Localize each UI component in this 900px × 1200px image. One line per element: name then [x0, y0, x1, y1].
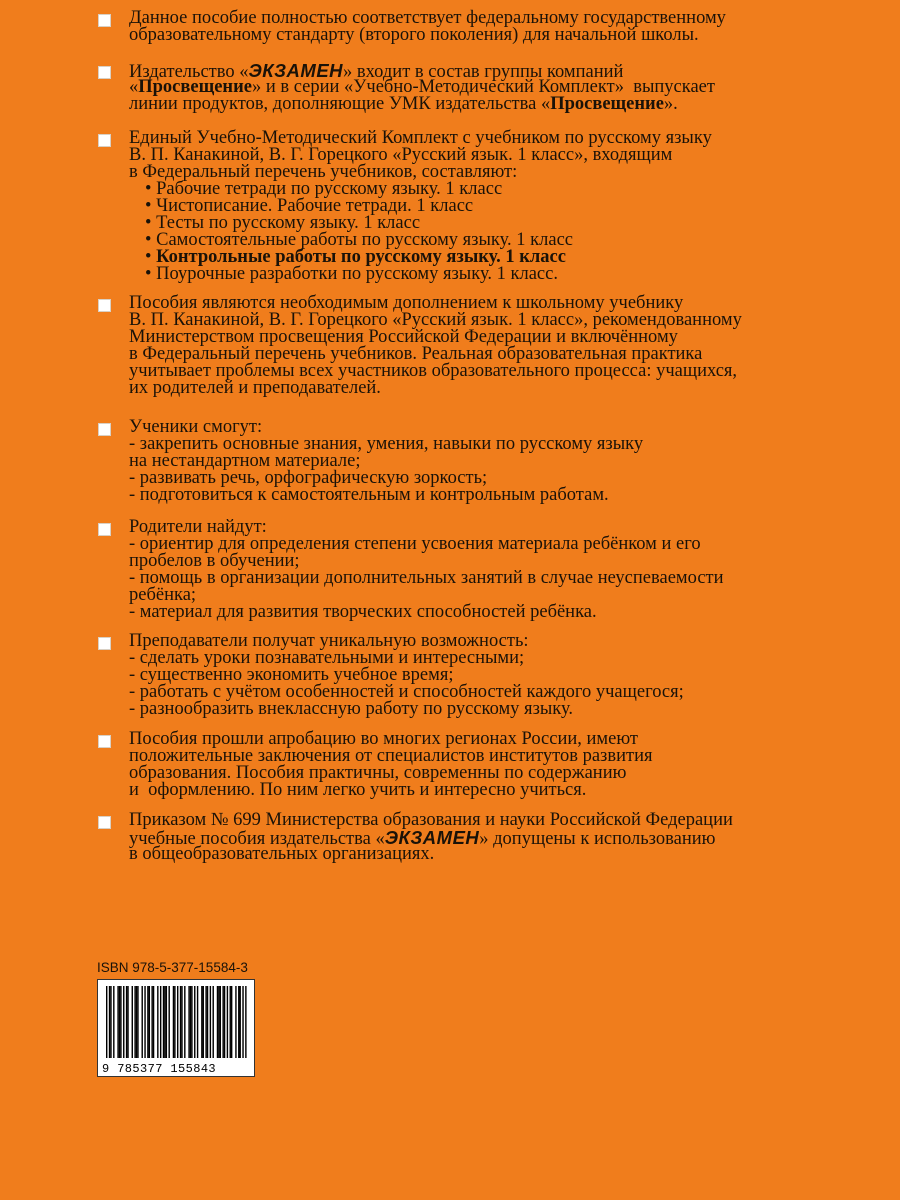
barcode: [97, 979, 255, 1077]
text-segment: Пособия являются необходимым дополнением к школьному учебнику: [129, 293, 684, 313]
text-segment: ».: [663, 94, 678, 114]
text-line: [129, 604, 724, 621]
barcode-digits: 9 785377 155843: [102, 1062, 217, 1076]
publisher-name: ЭКЗАМЕН: [384, 827, 480, 848]
square-bullet-icon: [98, 14, 111, 27]
text-segment: В. П. Канакиной, В. Г. Горецкого «Русский язык. 1 класс», входящим: [129, 145, 673, 165]
text-segment: образования. Пособия практичны, современны по содержанию: [129, 763, 627, 783]
text-segment: учитывает проблемы всех участников образовательного процесса: учащихся,: [129, 361, 738, 381]
section-text: [129, 633, 684, 718]
square-bullet-icon: [98, 299, 111, 312]
text-segment: и оформлению. По ним легко учить и интересно учиться.: [129, 780, 587, 800]
text-segment: В. П. Канакиной, В. Г. Горецкого «Русский язык. 1 класс», рекомендованному: [129, 310, 742, 330]
section-text: [129, 130, 712, 283]
text-segment: Приказом № 699 Министерства образования и науки Российской Федерации: [129, 810, 733, 830]
section-text: [129, 731, 653, 799]
text-segment: Издательство «: [129, 62, 249, 82]
barcode-bars: [98, 980, 254, 1060]
publisher-name: ЭКЗАМЕН: [248, 60, 344, 81]
text-segment: в Федеральный перечень учебников, составляют:: [129, 162, 518, 182]
text-segment: • Чистописание. Рабочие тетради. 1 класс: [145, 196, 474, 216]
text-line: [129, 782, 653, 799]
text-segment: - закрепить основные знания, умения, навыки по русскому языку: [129, 434, 644, 454]
text-line: [129, 266, 712, 283]
text-segment: Министерством просвещения Российской Федерации и включённому: [129, 327, 678, 347]
square-bullet-icon: [98, 423, 111, 436]
text-segment: • Поурочные разработки по русскому языку. 1 класс.: [145, 264, 558, 284]
section-text: [129, 62, 715, 113]
text-segment: - подготовиться к самостоятельным и контрольным работам.: [129, 485, 609, 505]
text-segment: - помощь в организации дополнительных занятий в случае неуспеваемости: [129, 568, 724, 588]
text-segment: их родителей и преподавателей.: [129, 378, 381, 398]
section-text: [129, 812, 733, 863]
square-bullet-icon: [98, 66, 111, 79]
text-segment: - разнообразить внеклассную работу по русскому языку.: [129, 699, 574, 719]
text-segment: Контрольные работы по русскому языку. 1 класс: [156, 247, 566, 267]
text-segment: ребёнка;: [129, 585, 197, 605]
text-line: [129, 27, 726, 44]
text-segment: Просвещение: [138, 77, 252, 97]
square-bullet-icon: [98, 637, 111, 650]
text-segment: учебные пособия издательства «: [129, 829, 385, 849]
text-segment: Просвещение: [550, 94, 664, 114]
text-segment: • Тесты по русскому языку. 1 класс: [145, 213, 421, 233]
text-segment: •: [145, 247, 157, 267]
text-segment: «: [129, 77, 139, 97]
text-segment: - развивать речь, орфографическую зоркость;: [129, 468, 488, 488]
text-segment: в Федеральный перечень учебников. Реальная образовательная практика: [129, 344, 703, 364]
text-segment: в общеобразовательных организациях.: [129, 844, 435, 864]
section-text: [129, 519, 724, 621]
text-segment: - существенно экономить учебное время;: [129, 665, 454, 685]
text-line: [129, 487, 643, 504]
text-line: [129, 701, 684, 718]
square-bullet-icon: [98, 134, 111, 147]
text-segment: Родители найдут:: [129, 517, 267, 537]
text-segment: Единый Учебно-Методический Комплект с учебником по русскому языку: [129, 128, 712, 148]
text-line: [129, 570, 724, 587]
square-bullet-icon: [98, 816, 111, 829]
text-segment: на нестандартном материале;: [129, 451, 361, 471]
square-bullet-icon: [98, 523, 111, 536]
section-text: [129, 419, 643, 504]
square-bullet-icon: [98, 735, 111, 748]
text-segment: - материал для развития творческих способностей ребёнка.: [129, 602, 597, 622]
text-line: [129, 96, 715, 113]
text-segment: образовательному стандарту (второго поколения) для начальной школы.: [129, 25, 699, 45]
text-segment: • Самостоятельные работы по русскому языку. 1 класс: [145, 230, 574, 250]
text-segment: линии продуктов, дополняющие УМК издательства «: [129, 94, 551, 114]
text-segment: Данное пособие полностью соответствует федеральному государственному: [129, 8, 726, 28]
section-text: [129, 295, 742, 397]
text-segment: - сделать уроки познавательными и интересными;: [129, 648, 525, 668]
text-segment: » входит в состав группы компаний: [343, 62, 624, 82]
section-text: [129, 10, 726, 44]
text-segment: Преподаватели получат уникальную возможность:: [129, 631, 529, 651]
text-segment: - работать с учётом особенностей и способностей каждого учащегося;: [129, 682, 684, 702]
text-segment: пробелов в обучении;: [129, 551, 300, 571]
isbn-block: [97, 960, 257, 1076]
text-segment: » и в серии «Учебно-Методический Комплект» выпускает: [251, 77, 715, 97]
text-segment: » допущены к использованию: [479, 829, 716, 849]
text-segment: • Рабочие тетради по русскому языку. 1 класс: [145, 179, 503, 199]
text-line: [129, 380, 742, 397]
text-segment: Ученики смогут:: [129, 417, 263, 437]
text-segment: положительные заключения от специалистов институтов развития: [129, 746, 653, 766]
text-segment: - ориентир для определения степени усвоения материала ребёнком и его: [129, 534, 701, 554]
text-segment: Пособия прошли апробацию во многих регионах России, имеют: [129, 729, 639, 749]
isbn-label: ISBN 978-5-377-15584-3: [97, 960, 248, 975]
